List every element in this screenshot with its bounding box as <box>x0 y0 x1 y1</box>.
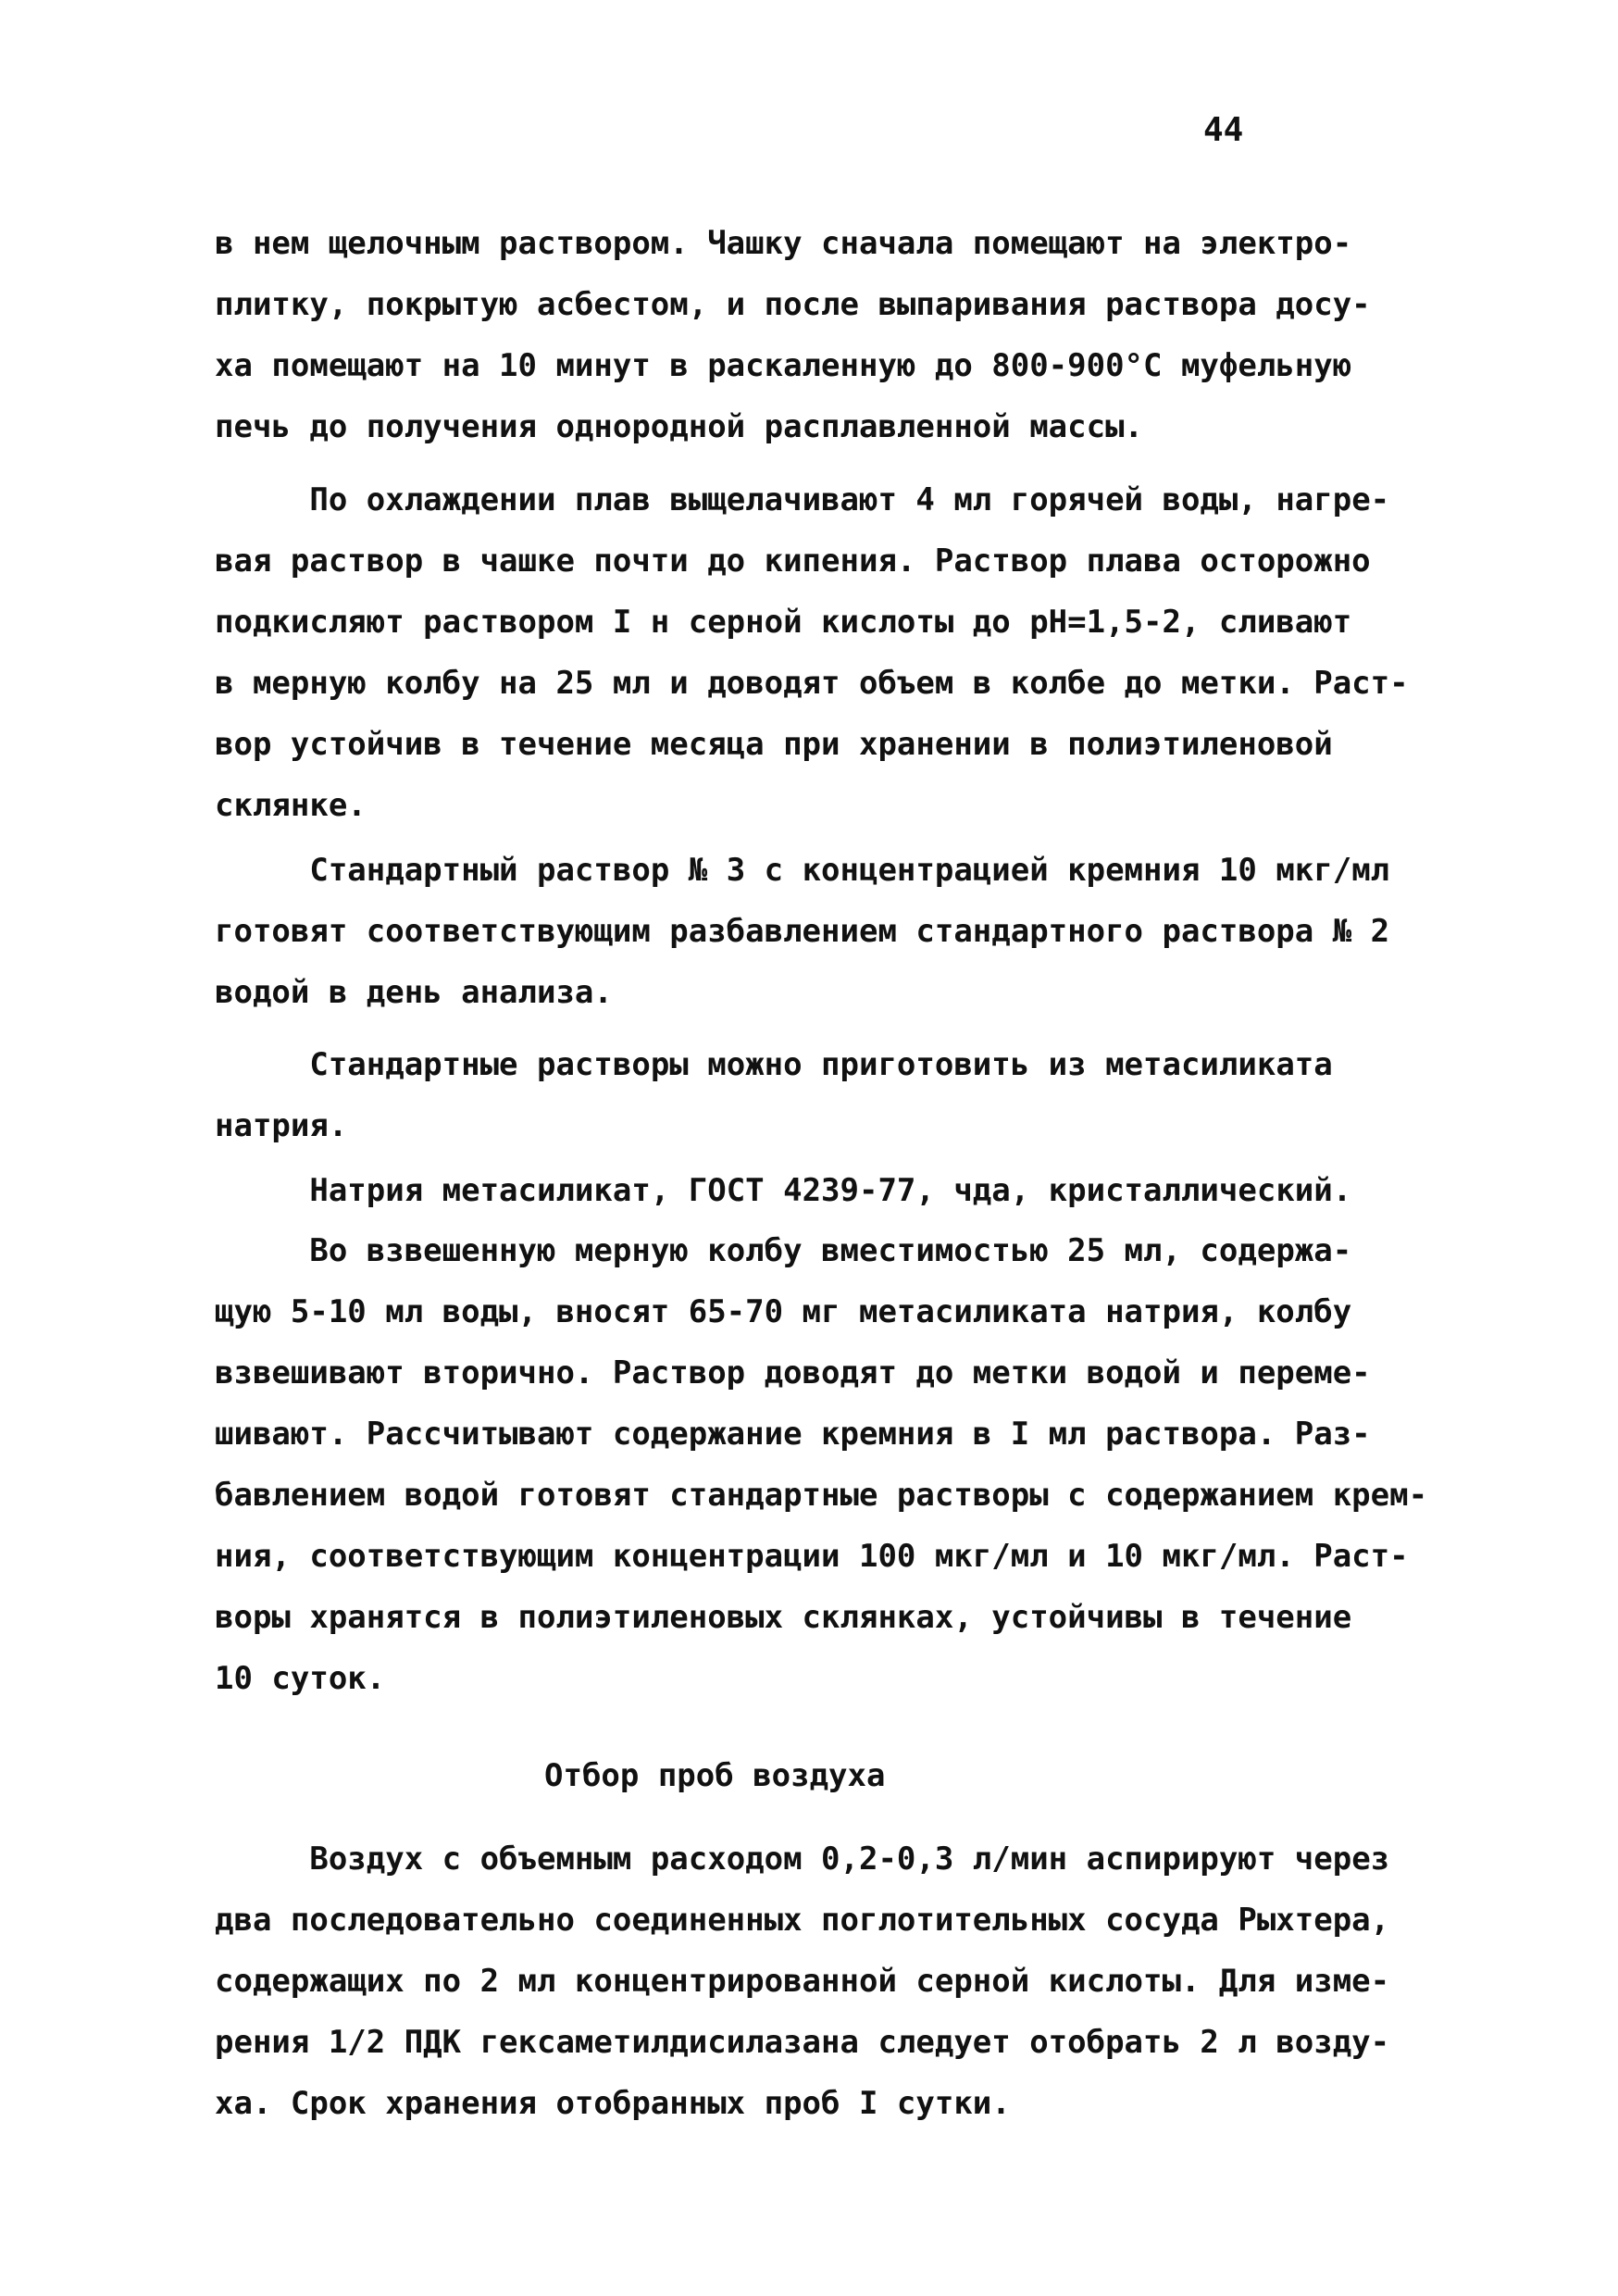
section-heading: Отбор проб воздуха <box>544 1757 886 1794</box>
paragraph-1: в нем щелочным раствором. Чашку сначала помещают на электро- плитку, покрытую асбестом, и после выпаривания раствора досу- ха помещают на 10 минут в раскаленную до 800-900°С муфельную печь до получения однородной расплавленной массы. <box>215 225 1371 445</box>
paragraph-4: Стандартные растворы можно приготовить из метасиликата натрия. <box>215 1046 1333 1144</box>
paragraph-2: По охлаждении плав выщелачивают 4 мл горячей воды, нагре- вая раствор в чашке почти до кипения. Раствор плава осторожно подкисляют раствором I н серной кислоты до pH=1,5-2, сливают в мерную колбу на 25 мл и доводят объем в колбе до метки. Раст- вор устойчив в течение месяца при хранении в полиэтиленовой склянке. <box>215 481 1409 824</box>
paragraph-3: Стандартный раствор № 3 с концентрацией кремния 10 мкг/мл готовят соответствующим разбавлением стандартного раствора № 2 водой в день анализа. <box>215 852 1390 1011</box>
paragraph-6: Во взвешенную мерную колбу вместимостью 25 мл, содержа- щую 5-10 мл воды, вносят 65-70 мг метасиликата натрия, колбу взвешивают вторично. Раствор доводят до метки водой и переме- шивают. Рассчитывают содержание кремния в I мл раствора. Раз- бавлением водой готовят стандартные растворы с содержанием крем- ния, соответствующим концентрации 100 мкг/мл и 10 мкг/мл. Раст- воры хранятся в полиэтиленовых склянках, устойчивы в течение 10 суток. <box>215 1232 1428 1697</box>
paragraph-7: Воздух с объемным расходом 0,2-0,3 л/мин аспирируют через два последовательно соединенных поглотительных сосуда Рыхтера, содержащих по 2 мл концентрированной серной кислоты. Для изме- рения 1/2 ПДК гексаметилдисилазана следует отобрать 2 л возду- ха. Срок хранения отобранных проб I сутки. <box>215 1841 1390 2122</box>
page-number: 44 <box>1203 111 1244 149</box>
paragraph-5: Натрия метасиликат, ГОСТ 4239-77, чда, кристаллический. <box>215 1172 1352 1209</box>
